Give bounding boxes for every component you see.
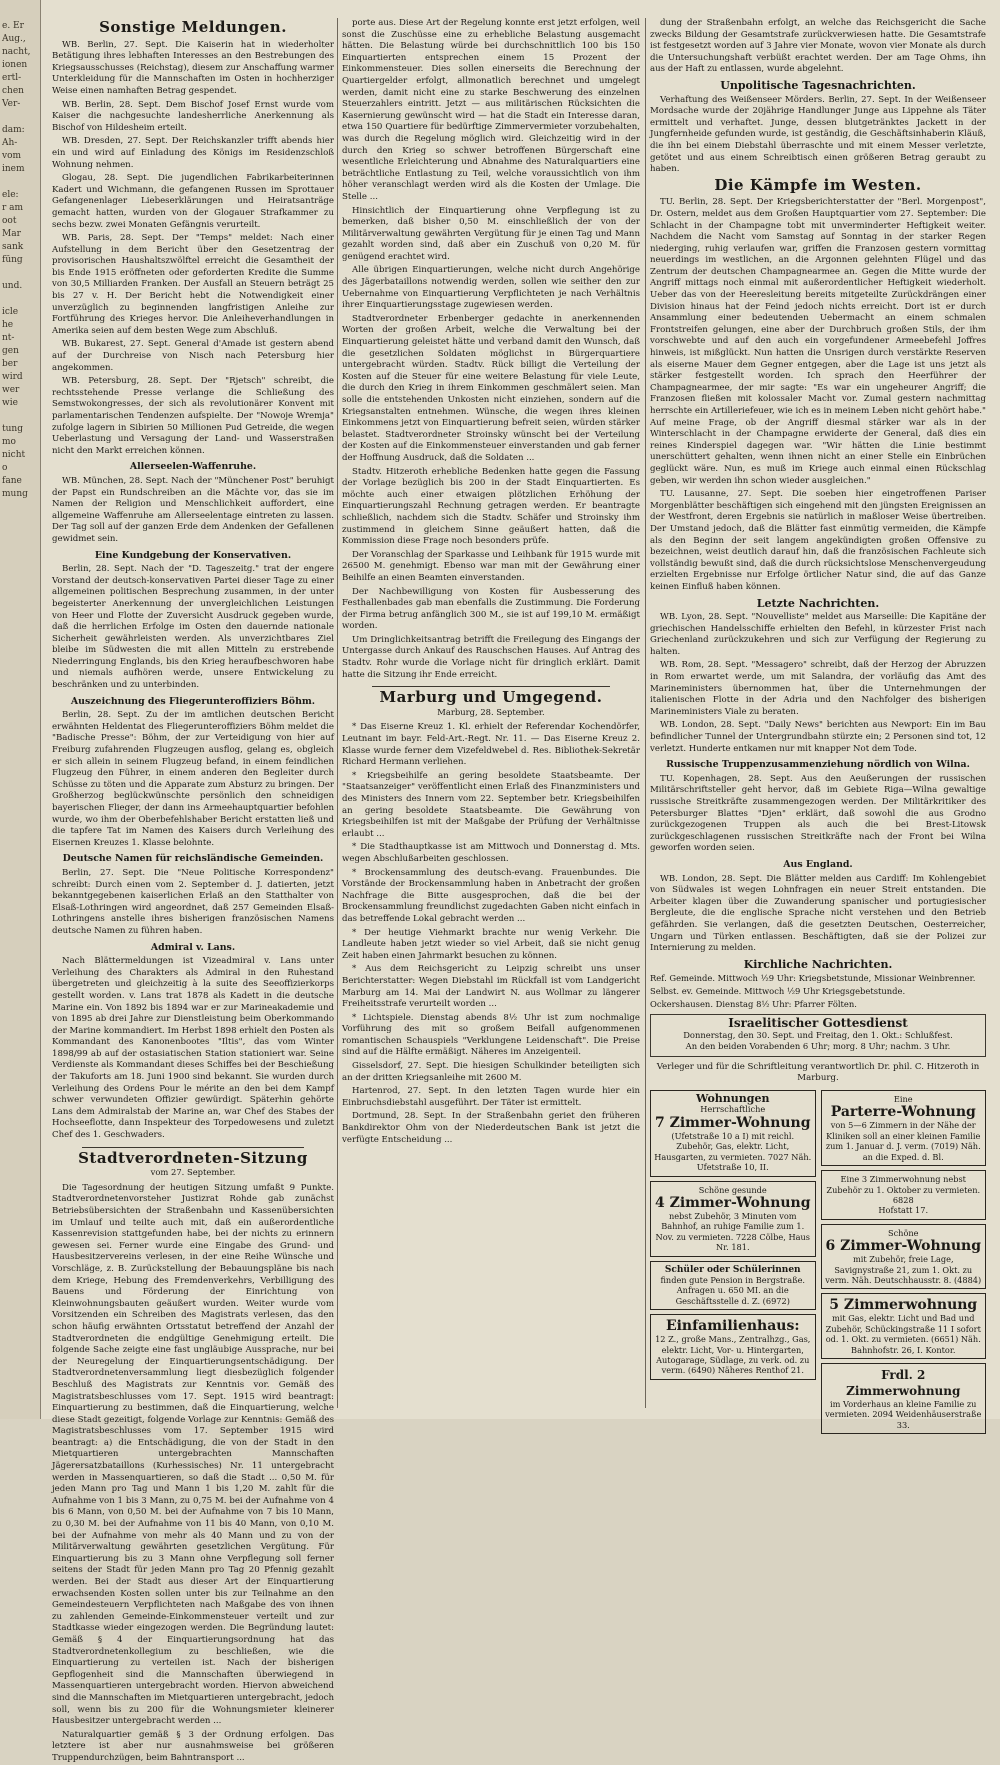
- divider: [372, 686, 610, 687]
- heading-lans: Admiral v. Lans.: [150, 941, 236, 953]
- heading-boehm: Auszeichnung des Fliegerunteroffiziers Böhm.: [70, 695, 316, 707]
- article-paragraph: TU. Berlin, 28. Sept. Der Kriegsberichterstatter der "Berl. Morgenpost", Dr. Ostern, meldet aus dem Großen Hauptquartier vom 27. September: Die Schlacht in der Champagne tobt mit unverminderter Heftigkeit weiter. Nachdem die Nacht vom Samstag auf Sonntag in der starker Regen niederging, ruhig verlaufen war, griffen die Franzosen gestern vormittag neuerdings im westlichen, an die Argonnen gelehnten Flügel und das Zentrum der deutschen Champagnearmee an. Gegen die Mitte wurde der Angriff mittags noch einmal mit außerordentlicher Heftigkeit wiederholt. Ueber das von der Heeresleitung bereits mitgeteilte Zurückdrängen einer Division hinaus hat der Feind jedoch nichts erreicht. Dort ist er durch Ansammlung einer bedeutenden Uebermacht an einem schmalen Frontstreifen gelungen, eine aber der Durchbruch großen Stils, der ihm vorschwebte und auf den auch ein vorgefundener Armeebefehl Joffres hinweis, ist mißglückt. Nun hatten die Unsrigen durch verstärkte Reserven als eiserne Mauer dem Gegner entgegen, aber die Lage ist uns jetzt als stärker festgestellt worden. Ich sprach den Heerführer der Champagnearmee, der mir sagte: "Es war ein ungeheurer Angriff; die Franzosen fließen mit kolossaler Macht vor. Zumal gestern nachmittag herrschte ein Artilleriefeuer, wie ich es in meinem Leben nicht gehört habe." Auf meine Frage, ob der Angriff diesmal stärker war als in der Winterschlacht in der Champagne erwiderte der General, daß dies ein reines Kinderspiel dagegen war. "Wir hätten die Linie bestimmt unerschüttert gehalten, wenn ihnen nicht an einer Stelle ein Einbrüchen geglückt wäre. Nun, es muß im Kriege auch einmal einen Rückschlag geben, wir werden ihn schon wieder ausgleichen.": [650, 197, 986, 486]
- article-paragraph: Nach Blättermeldungen ist Vizeadmiral v. Lans unter Verleihung des Charakters als Admiral in den Ruhestand übergetreten und gleichzeitig à la suite des Seeoffizierkorps gestellt worden. v. Lans trat 1878 als Kadett in die deutsche Marine ein. Von 1892 bis 1894 war er zur Marineakademie und von 1895 ab drei Jahre zur Dienstleistung beim Oberkommando der Marine kommandiert. Im Herbst 1898 erhielt den Posten als Kommandant des Kanonenbootes "Iltis", das vom Winter 1898/99 ab auf der ostasiatischen Station stationiert war. Seine Verdienste als Kommandant dieses Schiffes bei der Beschießung der Takuforts am 18. Juni 1900 sind bekannt. Sie wurden durch Verleihung des Ordens Pour le mérite an den bei dem Kampf schwer verwundeten Offizier gewürdigt. Späterhin gehörte Lans dem Admiralstab der Marine an, war Chef des Stabes der Hochseeflotte, dann Inspekteur des Torpedowesens und zuletzt Chef des 1. Geschwaders.: [52, 956, 334, 1141]
- article-paragraph: WB. London, 28. Sept. "Daily News" berichten aus Newport: Ein im Bau befindlicher Tunnel der Untergrundbahn stürzte ein; 2 Personen sind tot, 12 verletzt. Hunderte entkamen nur mit knapper Not dem Tode.: [650, 720, 986, 754]
- article-paragraph: Alle übrigen Einquartierungen, welche nicht durch Angehörige des Jägerbataillons notwendig werden, sollen wie seither den zur Uebernahme von Einquartierung Verpflichteten je nach Verhältnis ihrer Einquartierungsstage zugewiesen werden.: [342, 265, 640, 311]
- article-paragraph: WB. Berlin, 27. Sept. Die Kaiserin hat in wiederholter Betätigung ihres lebhaften Interesses an den Bestrebungen des Kriegsausschusses (Reichstag), diesem zur Anschaffung warmer Unterkleidung für die Mannschaften im Osten in hochherziger Weise einen namhaften Betrag gespendet.: [52, 39, 334, 96]
- column-2: [342, 18, 640, 1408]
- local-news-item: * Lichtspiele. Dienstag abends 8½ Uhr ist zum nochmalige Vorführung des mit so großem Beifall aufgenommenen romantischen Schauspiels "Verklungene Leidenschaft". Die Preise sind auf die Hälfte ermäßigt. Näheres im Anzeigenteil.: [342, 1012, 640, 1058]
- heading-russische: Russische Truppenzusammenziehung nördlich von Wilna.: [666, 759, 970, 771]
- church-notice: Ref. Gemeinde. Mittwoch ½9 Uhr: Kriegsbetstunde, Missionar Weinbrenner.: [650, 973, 976, 984]
- article-paragraph: WB. Bukarest, 27. Sept. General d'Amade ist gestern abend auf der Durchreise von Nisch nach Petersburg hier angekommen.: [52, 339, 334, 373]
- ad-headline: Schüler oder Schülerinnen: [664, 1264, 801, 1275]
- article-paragraph: Der Voranschlag der Sparkasse und Leihbank für 1915 wurde mit 26500 M. genehmigt. Ebenso war man mit der Gewährung einer Beihilfe an einen Beamten einverstanden.: [342, 549, 640, 583]
- article-paragraph: TU. Kopenhagen, 28. Sept. Aus den Aeußerungen der russischen Militärschriftsteller geht hervor, daß im Gebiete Riga—Wilna gewaltige russische Streitkräfte zusammengezogen werden. Der Militärkritiker des Petersburger Blattes "Djen" erklärt, daß sowohl die aus Grodno zurückgezogenen Truppen als auch die bei Brest-Litowsk zurückgeschlagenen russischen Streitkräfte nach der Front bei Wilna geworfen worden seien.: [650, 773, 986, 854]
- article-paragraph: Um Dringlichkeitsantrag betrifft die Freilegung des Eingangs der Untergasse durch Ankauf des Rauschschen Hauses. Auf Antrag des Stadtv. Rohr wurde die Vorlage nicht für dringlich erklärt. Damit hatte die Sitzung ihr Ende erreicht.: [342, 634, 640, 680]
- heading-namen: Deutsche Namen für reichsländische Gemeinden.: [62, 853, 324, 865]
- ad-2-zimmer: [821, 1363, 987, 1434]
- ad-4-zimmer: [650, 1181, 816, 1257]
- article-paragraph: WB. London, 28. Sept. Die Blätter melden aus Cardiff: Im Kohlengebiet von Südwales ist wegen Lohnfragen ein neuer Streit entstanden. Die Arbeiter klagen über die Zuwanderung spanischer und portugiesischer Bergleute, die die englische Sprache nicht verstehen und den Betrieb gefährden. Sie verlangen, daß die gesetzten Deutschen, Oesterreicher, Ungarn und Türken entlassen. Beschäftigten, daß sie der Polizei zur Internierung zu melden.: [650, 873, 986, 954]
- article-paragraph: WB. Paris, 28. Sept. Der "Temps" meldet: Nach einer Aufstellung in dem Bericht über den Gesetzentrag der provisorischen Haushaltszwölftel erreicht die Gesamtheit der bis Ende 1915 eröffneten oder geforderten Kredite die Summe von 30,5 Milliarden Franken. Der Ausfall an Steuern beträgt 25 bis 27 v. H. Der Bericht hebt die Notwendigkeit einer unverzüglich zu beginnenden langfristigen Anleihe zur Fortführung des Krieges hervor. Die Anleiheverhandlungen in Amerika seien auf dem besten Wege zum Abschluß.: [52, 233, 334, 336]
- adjacent-page-edge: [0, 0, 41, 1419]
- classified-ads: [650, 1090, 986, 1434]
- article-paragraph: WB. Berlin, 28. Sept. Dem Bischof Josef Ernst wurde vom Kaiser die nachgesuchte landesherrliche Anerkennung als Bischof von Hildesheim erteilt.: [52, 99, 334, 133]
- article-paragraph: Verhaftung des Weißenseer Mörders. Berlin, 27. Sept. In der Weißenseer Mordsache wurde der 20jährige Handlunger Junge aus Lippehne als Täter ermittelt und verhaftet. Junge, dessen blutgetränktes Jackett in der Jungfernheide gefunden wurde, ist geständig, die Geschäftsinhaberin Kläuß, die ihn bei einem Diebstahl überraschte und mit einem Messer verletzte, getötet und aus einem Schreibtisch einen größeren Betrag geraubt zu haben.: [650, 94, 986, 175]
- divider: [82, 1147, 304, 1148]
- ad-column-right: [821, 1090, 987, 1434]
- heading-marburg: Marburg und Umgegend.: [379, 688, 603, 707]
- israelite-service-title: Israelitischer Gottesdienst: [728, 1016, 908, 1031]
- heading-kirchliche: Kirchliche Nachrichten.: [743, 957, 893, 971]
- israelite-service-line: An den beiden Vorabenden 6 Uhr; morg. 8 Uhr; nachm. 3 Uhr.: [685, 1041, 951, 1052]
- ad-6-zimmer: [821, 1224, 987, 1290]
- ad-column-left: [650, 1090, 816, 1434]
- ad-text: im Vorderhaus an kleine Familie zu vermieten. 2094 Weidenhäuserstraße 33.: [825, 1398, 982, 1430]
- ad-sub: Schöne: [887, 1227, 919, 1238]
- ad-text: Eine 3 Zimmerwohnung nebst Zubehör zu 1. Oktober zu vermieten. 6828: [826, 1174, 981, 1205]
- ad-text: mit Gas, elektr. Licht und Bad und Zubehör, Schückingstraße 11 I sofort od. 1. Okt. zu vermieten. (6651) Näh. Bahnhofstr. 26, I. Kontor.: [825, 1313, 981, 1355]
- church-notices: [650, 973, 986, 1010]
- ad-7-zimmer: [650, 1090, 816, 1176]
- ad-headline: 5 Zimmerwohnung: [829, 1297, 978, 1314]
- article-paragraph: porte aus. Diese Art der Regelung konnte erst jetzt erfolgen, weil sonst die Zuschüsse eine zu erhebliche Belastung ausgemacht hätten. Die Belastung würde bei durchschnittlich 100 bis 150 Einquartierten entsprechen einem 15 Prozent der Einkommensteuer. Dies sollen einerseits die Berechnung der Quartiergelder erfolgt, allmonatlich berechnet und umgelegt werden, damit nicht eine zu starke Beschwerung des einzelnen Steuerzahlers eintritt. Jetzt — aus militärischen Rücksichten die Kasernierung gewünscht wird — hat die Stadt ein Interesse daran, etwa 150 Quartiere für bedürftige Zimmervermieter vorzubehalten, was durch die Regelung möglich wird. Gleichzeitig wird in der durch den Krieg so schwer betroffenen Bürgerschaft eine wesentliche Erleichterung und Abnahme des Naturalquartiers eine beträchtliche Entlastung zu Teil, welche voraussichtlich von ihm höher veranschlagt werden wird als die Kosten der Umlage. Die Stelle ...: [342, 18, 640, 202]
- ad-einfamilienhaus: [650, 1314, 816, 1380]
- article-paragraph: Die Tagesordnung der heutigen Sitzung umfaßt 9 Punkte. Stadtverordnetenvorsteher Justizrat Rohde gab zunächst Betriebsübersichten der Straßenbahn und Kassenübersichten im Umlauf und teilte auch mit, daß ein außerordentliche Kassenrevision stattgefunden habe, bei der nichts zu erinnern gewesen sei. Ferner wurde eine Eingabe des Grund- und Hausbesitzervereins verlesen, in der eine Reihe Wünsche und Vorschläge, z. B. Zurückstellung der Bebauungspläne bis nach dem Kriege, Hebung des Fremdenverkehrs, Verbilligung des Bauens und Förderung der Einrichtung von Kleinwohnungsbauten geäußert wurden. Weiter wurde vom Vorsitzenden ein Schreiben des Magistrats verlesen, das den schon häufig erwähnten Ortsstatut betreffend der Anzahl der Stadtverordneten die endgültige Genehmigung erteilt. Die folgende Sache zeigte eine fast ungläubige Aussprache, nur bei der Neuregelung der Einquartierungsentschädigung. Der Stadtverordnetenversammlung liegt diesbezüglich folgender Beschluß des Magistrats zur Kenntnis vor. Gemäß des Magistratsbeschlusses vom 17. Sept. 1915 wird beantragt: Einquartierung zu bestimmen, daß die Einquartierung, welche diese Stadt gezeitigt, folgende Vorlage zur Kenntnis: Gemäß des Magistratsbeschlusses vom 17. September 1915 wird beantragt: a) die Entschädigung, die von der Stadt in den Mietquartieren untergebrachten Mannschaften Jägerersatzbataillons (Kurhessisches) Nr. 11 untergebracht werden in Massenquartieren, so daß die Stadt ... 0,50 M. für jeden Mann pro Tag und Mann 1 bis 1,20 M. zahlt für die Aufnahme von 1 bis 3 Mann, zu 0,75 M. bei der Aufnahme von 4 bis 6 Mann, von 0,50 M. bei der Aufnahme von 7 bis 10 Mann, zu 0,30 M. bei der Aufnahme von 11 bis 40 Mann, von 0,10 M. bei der Aufnahme von mehr als 40 Mann und zu von der Militärverwaltung gewährten gesetzlichen Vergütung. Für Einquartierung bis zu 3 Mann ohne Verpflegung soll ferner seitens der Stadt für jeden Mann pro Tag 20 Pfennig gezahlt werden. Bei der Stadt aus dieser Art der Einquartierung erwachsenden Kosten sollen unter bis zur Teilnahme an den Gemeindesteuern Verpflichteten nach Maßgabe des von ihnen zu zahlenden Gemeinde-Einkommensteuer verteilt und zur Stadtkasse wieder eingezogen werden. Die Begründung lautet: Gemäß § 4 der Einquartierungsordnung hat das Stadtverordnetenkollegium zu beschließen, wie die Einquartierung zu verteilen ist. Nach der bisherigen Gepflogenheit sind die Mannschaften überwiegend in Massenquartieren untergebracht worden. Hiervon abweichend sind die Mannschaften im Mietquartieren untergebracht, jedoch soll, wenn bis zu 200 für die Wohnungsmieter kleinerer Hausbesitzer untergebracht werden ...: [52, 1182, 334, 1727]
- church-notice: Ockershausen. Dienstag 8½ Uhr: Pfarrer Fölten.: [650, 998, 857, 1009]
- ad-sub: Eine: [893, 1094, 913, 1105]
- column-rule: [645, 18, 646, 1408]
- local-news-item: * Brockensammlung des deutsch-evang. Frauenbundes. Die Vorstände der Brockensammlung haben in Anbetracht der großen Nachfrage die Bitte ausgesprochen, daß die bei der Brockensammlung freundlichst zugedachten Gaben nicht einfach in das betreffende Lokal gebracht werden ...: [342, 867, 640, 924]
- ad-sub: Herrschaftliche: [700, 1104, 766, 1115]
- ad-parterre: [821, 1090, 987, 1166]
- ad-text: nebst Zubehör, 3 Minuten vom Bahnhof, an ruhige Familie zum 1. Nov. zu vermieten. 7228 Cölbe, Haus Nr. 181.: [655, 1210, 810, 1253]
- column-rule: [337, 18, 338, 1408]
- ad-text: finden gute Pension in Bergstraße. Anfragen u. 650 MI. an die Geschäftsstelle d. Z. (6972): [660, 1274, 806, 1306]
- local-news-item: Dortmund, 28. Sept. In der Straßenbahn geriet den früheren Bankdirektor Ohm von der Niederdeutschen Bank ist jetzt die verfügte Entscheidung ...: [342, 1111, 640, 1145]
- heading-kaempfe-westen: Die Kämpfe im Westen.: [714, 175, 922, 194]
- edge-text: e. Er Aug., nacht, ionen ertl- chen Ver- dam: Ah- vom inem ele: r am oot Mar sank füng und. icle he nt- gen ber wird wer wie tung mo nicht o fane mung: [2, 21, 31, 499]
- ad-sub: Schöne gesunde: [698, 1184, 767, 1195]
- ad-headline: Frdl. 2 Zimmerwohnung: [846, 1367, 961, 1398]
- local-news-item: * Aus dem Reichsgericht zu Leipzig schreibt uns unser Berichterstatter: Wegen Diebstahl im Rückfall ist vom Landgericht Marburg am 14. Mai der Landwirt N. aus Wollmar zu längerer Freiheitsstrafe verurteilt worden ...: [342, 964, 640, 1010]
- article-paragraph: WB. München, 28. Sept. Nach der "Münchener Post" beruhigt der Papst ein Rundschreiben an die Mächte vor, das sie im Namen der Religion und Menschlichkeit auffordert, eine allgemeine Waffenruhe am Allerseelentage eintreten zu lassen. Der Tag soll auf der ganzen Erde dem Andenken der Gefallenen gewidmet sein.: [52, 475, 334, 544]
- ad-headline: Parterre-Wohnung: [830, 1104, 976, 1121]
- column-1: [52, 18, 334, 1763]
- local-news-item: Hartenrod, 27. Sept. In den letzten Tagen wurde hier ein Einbruchsdiebstahl ausgeführt. Der Täter ist ermittelt.: [342, 1086, 640, 1108]
- local-news-item: * Der heutige Viehmarkt brachte nur wenig Verkehr. Die Landleute haben jetzt wieder so viel Arbeit, daß sie nicht genug Zeit haben einen Jahrmarkt besuchen zu können.: [342, 927, 640, 961]
- article-paragraph: Stadtv. Hitzeroth erhebliche Bedenken hatte gegen die Fassung der Vorlage bezüglich bis 200 in der Stadt Einquartierten. Es möchte auch einer etwaigen plötzlichen Erhöhung der Einquartierungszahl Rechnung getragen werden. Er beantragte schließlich, nachdem sich die Stadtv. Schäfer und Stroinsky ihm zustimmend in gleichem Sinne geäußert hatten, daß die Kommission diese Frage noch besonders prüfe.: [342, 466, 640, 547]
- local-news-item: Gisselsdorf, 27. Sept. Die hiesigen Schulkinder beteiligten sich an der dritten Kriegsanleihe mit 2600 M.: [342, 1061, 640, 1083]
- imprint: Verleger und für die Schriftleitung verantwortlich Dr. phil. C. Hitzeroth in Marburg.: [656, 1061, 980, 1084]
- local-news-item: * Die Stadthauptkasse ist am Mittwoch und Donnerstag d. Mts. wegen Abschlußarbeiten geschlossen.: [342, 842, 640, 864]
- ad-text: Hofstatt 17.: [878, 1205, 929, 1216]
- heading-waffenruhe: Allerseelen-Waffenruhe.: [129, 461, 257, 473]
- article-paragraph: Berlin, 28. Sept. Zu der im amtlichen deutschen Bericht erwähnten Heldentat des Fliegerunteroffiziers Böhm meldet die "Badische Presse": Böhm, der zur Verteidigung von hier auf Freiburg zufahrenden Flugzeugen ausflog, gelang es, obgleich er sich allein in seinem Flugzeug befand, in einem feindlichen Flugzeug den Führer, in einem anderen den Begleiter durch Schüsse zu töten und die Apparate zum Absturz zu bringen. Der Großherzog beglückwünschte persönlich den schneidigen bayerischen Flieger, der dann ins Armeehauptquartier befohlen wurde, wo ihm der Oberbefehlshaber Bericht erstatten ließ und die tapfere Tat im Namen des Kaisers durch Verleihung des Eisernen Kreuzes 1. Klasse belohnte.: [52, 710, 334, 848]
- article-paragraph: WB. Petersburg, 28. Sept. Der "Rjetsch" schreibt, die rechtsstehende Presse verlange die Schließung des Semstwokongresses, der sich als revolutionärer Konvent mit parlamentarischen Tendenzen aufspielte. Der "Nowoje Wremja" zufolge lagern in Sibirien 50 Millionen Pud Getreide, die wegen Ueberlastung und Versagung der Land- und Wasserstraßen nicht den Markt erreichen können.: [52, 376, 334, 456]
- ad-text: 12 Z., große Mans., Zentralhzg., Gas, elektr. Licht, Vor- u. Hintergarten, Autogarage, Südlage, zu verk. od. zu verm. (6490) Näheres Renthof 21.: [655, 1334, 811, 1376]
- ad-text: (Ufetstraße 10 a I) mit reichl. Zubehör, Gas, elektr. Licht, Hausgarten, zu vermieten. 7027 Näh. Ufetstraße 10, II.: [654, 1130, 812, 1173]
- article-paragraph: Naturalquartier gemäß § 3 der Ordnung erfolgen. Das letztere ist aber nur ausnahmsweise bei größeren Truppendurchzügen, beim Bahntransport ...: [52, 1729, 334, 1763]
- article-paragraph: WB. Dresden, 27. Sept. Der Reichskanzler trifft abends hier ein und wird auf Einladung des Königs im Residenzschloß Wohnung nehmen.: [52, 136, 334, 170]
- article-paragraph: Berlin, 27. Sept. Die "Neue Politische Korrespondenz" schreibt: Durch einen vom 2. September d. J. datierten, jetzt bekanntgegebenen kaiserlichen Erlaß an den Statthalter von Elsaß-Lothringen wird angeordnet, daß 257 Gemeinden Elsaß-Lothringens anstelle ihres bisherigen französischen Namens deutsche Namen zu führen haben.: [52, 867, 334, 936]
- local-news-item: * Das Eiserne Kreuz 1. Kl. erhielt der Referendar Kochendörfer, Leutnant im bayr. Feld-Art.-Regt. Nr. 11. — Das Eiserne Kreuz 2. Klasse wurde ferner dem Vizefeldwebel d. Res. Bibliothek-Sekretär Richard Hermann verliehen.: [342, 722, 640, 768]
- heading-kundgebung: Eine Kundgebung der Konservativen.: [94, 549, 292, 561]
- heading-stadtverordneten: Stadtverordneten-Sitzung: [78, 1148, 308, 1167]
- heading-unpolitische: Unpolitische Tagesnachrichten.: [720, 78, 916, 92]
- article-paragraph: TU. Lausanne, 27. Sept. Die soeben hier eingetroffenen Pariser Morgenblätter beschäftigen sich eingehend mit den jüngsten Ereignissen an der Westfront, deren Ergebnis sie natürlich in maßloser Weise übertreiben. Der Umstand jedoch, daß die Blätter fast einmütig vermeiden, die Kämpfe als den Beginn der seit langem angekündigten großen Offensive zu bezeichnen, weist deutlich darauf hin, daß die französischen Fachleute sich vollständig bewußt sind, daß die durch rücksichtslose Menschenvergeudung erzielten Ergebnisse nur Erfolge örtlicher Natur sind, die auf das Ganze keinen Einfluß haben können.: [650, 489, 986, 592]
- ad-text: von 5—6 Zimmern in der Nähe der Kliniken soll an einer kleinen Familie zum 1. Januar d. J. verm. (7019) Näh. an die Exped. d. Bl.: [825, 1120, 981, 1162]
- israelite-service-box: [650, 1014, 986, 1057]
- ad-headline: 6 Zimmer-Wohnung: [825, 1238, 982, 1255]
- ad-headline: 7 Zimmer-Wohnung: [654, 1114, 811, 1131]
- article-paragraph: Der Nachbewilligung von Kosten für Ausbesserung des Festhallenbades gab man ebenfalls die Zustimmung. Die Forderung der Firma betrug anfänglich 300 M., sie ist auf 199,10 M. ermäßigt worden.: [342, 586, 640, 632]
- article-paragraph: WB. Rom, 28. Sept. "Messagero" schreibt, daß der Herzog der Abruzzen in Rom erwartet werde, um mit Salandra, der vorläufig das Amt des Marineministers übernommen hat, über die Unternehmungen der italienischen Flotte in der Adria und den Nachfolger des bisherigen Marineministers Viale zu beraten.: [650, 660, 986, 717]
- ad-text: mit Zubehör, freie Lage, Savignystraße 21, zum 1. Okt. zu verm. Näh. Deutschhausstr. 8. (4884): [825, 1254, 982, 1285]
- dateline: Marburg, 28. September.: [437, 706, 545, 717]
- article-paragraph: Stadtverordneter Erbenberger gedachte in anerkennenden Worten der großen Arbeit, welche die Verwaltung bei der Einquartierung geleistet hätte und verband damit den Wunsch, daß die gesetzlichen Soldaten möglichst in Bürgerquartiere untergebracht würden. Stadtv. Rück billigt die Verteilung der Kosten auf die Steuer für eine weitere Belastung für viele Leute, die durch den Krieg in ihrem Einkommen geschmälert seien. Man solle die entstehenden Unkosten nicht einziehen, sondern auf die Kriegsanstalten entnehmen. Wünsche, die wegen ihres kleinen Einkommens jetzt von Einquartierung befreit seien, würden stärker belastet. Stadtverordneter Stroinsky wünscht bei der Verteilung der Kosten auf die Einkommensteuer einverstanden und gab ferner der Hoffnung Ausdruck, daß die Soldaten ...: [342, 313, 640, 463]
- ad-headline: 4 Zimmer-Wohnung: [654, 1194, 811, 1211]
- heading-sonstige-meldungen: Sonstige Meldungen.: [99, 18, 287, 36]
- column-3: [650, 18, 986, 1430]
- ad-5-zimmer: [821, 1293, 987, 1359]
- subheading-date: vom 27. September.: [150, 1167, 236, 1178]
- article-paragraph: WB. Lyon, 28. Sept. "Nouvelliste" meldet aus Marseille: Die Kapitäne der griechischen Handelsschiffe erhielten den Befehl, in kürzester Frist nach Griechenland zurückzukehren und sich zur Verfügung der Regierung zu halten.: [650, 612, 986, 657]
- article-paragraph: Glogau, 28. Sept. Die jugendlichen Fabrikarbeiterinnen Kadert und Wichmann, die gefangenen Russen im Sprottauer Gefangenenlager Liebeserklärungen und Heiratsanträge gemacht hatten, wurden von der Glogauer Strafkammer zu sechs bezw. zwei Monaten Gefängnis verurteilt.: [52, 173, 334, 230]
- heading-england: Aus England.: [783, 858, 853, 870]
- article-paragraph: dung der Straßenbahn erfolgt, an welche das Reichsgericht die Sache zwecks Bildung der Gesamtstrafe zurückverwiesen hatte. Die Gesamtstrafe ist festgesetzt worden auf 3 Jahre vier Monate, wovon vier Monate als durch die Untersuchungshaft verbüßt erachtet werden. Der am Tage Ohms, ihn aus der Haft zu entlassen, wurde abgelehnt.: [650, 18, 986, 75]
- article-paragraph: Hinsichtlich der Einquartierung ohne Verpflegung ist zu bemerken, daß bisher 0,50 M. einschließlich der von der Militärverwaltung gewährten Vergütung für je einen Tag und Mann gezahlt worden sind, daß aber ein Zuschuß von 0,20 M. für genügend erachtet wird.: [342, 205, 640, 262]
- church-notice: Selbst. ev. Gemeinde. Mittwoch ½9 Uhr Kriegsgebetstunde.: [650, 985, 906, 996]
- ad-headline: Einfamilienhaus:: [665, 1318, 800, 1335]
- ad-section-title: Wohnungen: [696, 1092, 770, 1106]
- israelite-service-line: Donnerstag, den 30. Sept. und Freitag, den 1. Okt.: Schlußfest.: [683, 1029, 953, 1040]
- article-paragraph: Berlin, 28. Sept. Nach der "D. Tageszeitg." trat der engere Vorstand der deutsch-konservativen Partei dieser Tage zu einer allgemeinen politischen Besprechung zusammen, in der unter begeisterter Anerkennung der unvergleichlichen Leistungen von Heer und Flotte der Zuversicht Ausdruck gegeben wurde, daß die herrlichen Erfolge im Osten den dauernde nationale Sicherheit gewährleisten werden. Als unverzichtbares Ziel bleibe im Südwesten die mit allen Mitteln zu erstrebende Niederringung Englands, bis den Krieg heraufbeschworen habe und niemals aufhören werde, unsere Entwickelung zu beschränken und zu unterbinden.: [52, 564, 334, 691]
- heading-letzte-nachrichten: Letzte Nachrichten.: [756, 596, 880, 610]
- ad-3-zimmer: [821, 1170, 987, 1220]
- local-news-item: * Kriegsbeihilfe an gering besoldete Staatsbeamte. Der "Staatsanzeiger" veröffentlicht einen Erlaß des Finanzministers und des Ministers des Innern vom 22. September betr. Kriegsbeihilfen an gering besoldete Staatsbeamte. Die Gewährung von Kriegsbeihilfen ist mit der Maßgabe der Prüfung der Verhältnisse erlaubt ...: [342, 770, 640, 839]
- ad-pension: [650, 1261, 816, 1311]
